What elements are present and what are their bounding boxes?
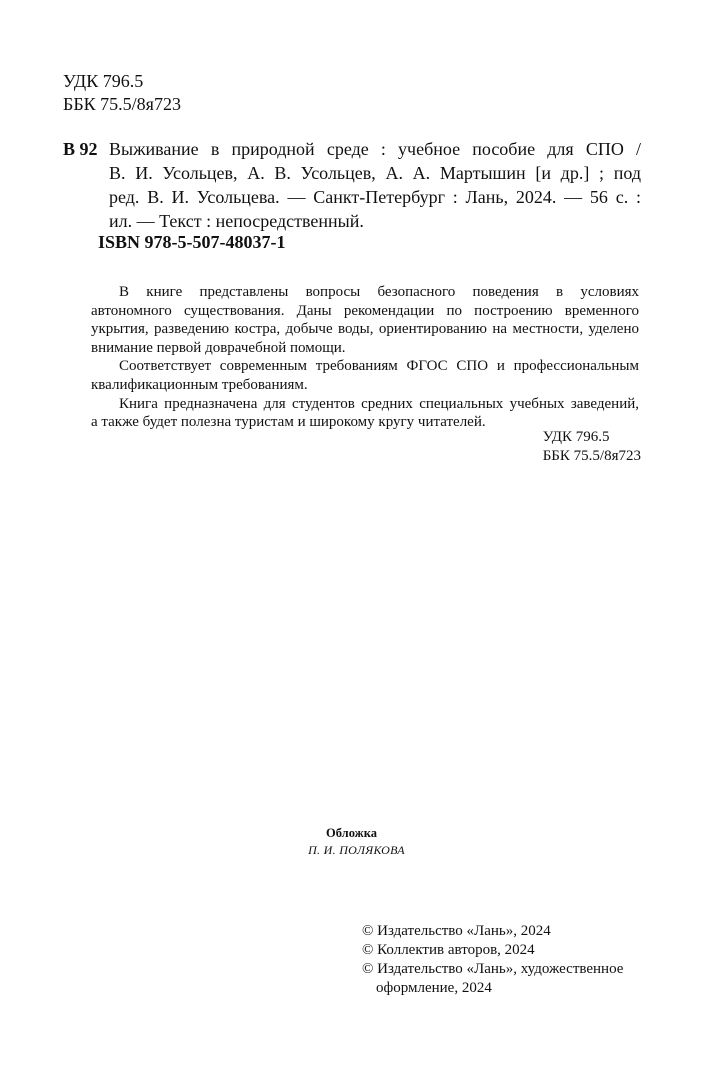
author-mark: В 92 bbox=[63, 139, 98, 159]
abstract-line: внимание первой доврачебной помощи. bbox=[91, 339, 346, 356]
classification-footer bbox=[543, 428, 641, 466]
abstract-line: Соответствует современным требованиям ФГОС СПО и профессиональным bbox=[119, 358, 639, 375]
bib-line: ил. — Текст : непосредственный. bbox=[109, 211, 364, 231]
abstract-line: квалификационным требованиям. bbox=[91, 376, 308, 393]
bbk-code: ББК 75.5/8я723 bbox=[542, 448, 641, 464]
abstract-line: В книге представлены вопросы безопасного поведения в условиях bbox=[119, 284, 639, 300]
copyright-block bbox=[362, 922, 623, 998]
abstract-paragraph bbox=[91, 395, 639, 432]
bibliographic-entry bbox=[63, 137, 641, 233]
copyright-line: © Коллектив авторов, 2024 bbox=[362, 942, 535, 958]
abstract bbox=[91, 283, 639, 432]
abstract-line: автономного существования. Даны рекомендации по построению временного bbox=[91, 302, 639, 319]
bib-line: ред. В. И. Усольцева. — Санкт-Петербург : Лань, 2024. — 56 с. : bbox=[109, 187, 641, 207]
copyright-line: © Издательство «Лань», художественное bbox=[362, 961, 624, 977]
abstract-line: Книга предназначена для студентов средних специальных учебных заведений, bbox=[119, 395, 639, 412]
cover-credit-name bbox=[0, 843, 703, 858]
copyright-line: оформление, 2024 bbox=[376, 980, 492, 996]
bib-line: В. И. Усольцев, А. В. Усольцев, А. А. Мартышин [и др.] ; под bbox=[109, 163, 641, 183]
abstract-line: а также будет полезна туристам и широкому кругу читателей. bbox=[91, 414, 486, 431]
cover-credit-label: Обложка bbox=[326, 826, 377, 840]
udk-code: УДК 796.5 bbox=[63, 71, 144, 91]
classification-header bbox=[63, 70, 181, 116]
bib-line: Выживание в природной среде : учебное пособие для СПО / bbox=[109, 139, 641, 159]
abstract-line: укрытия, разведению костра, добыче воды, ориентированию на местности, уделено bbox=[91, 321, 639, 338]
isbn: ISBN 978-5-507-48037-1 bbox=[98, 232, 286, 252]
copyright-line: © Издательство «Лань», 2024 bbox=[362, 923, 551, 939]
bbk-code: ББК 75.5/8я723 bbox=[63, 94, 181, 114]
abstract-paragraph bbox=[91, 357, 639, 394]
bibliographic-description bbox=[109, 137, 641, 233]
abstract-paragraph bbox=[91, 283, 639, 357]
udk-code: УДК 796.5 bbox=[542, 429, 610, 445]
cover-designer: П. И. ПОЛЯКОВА bbox=[308, 843, 405, 857]
